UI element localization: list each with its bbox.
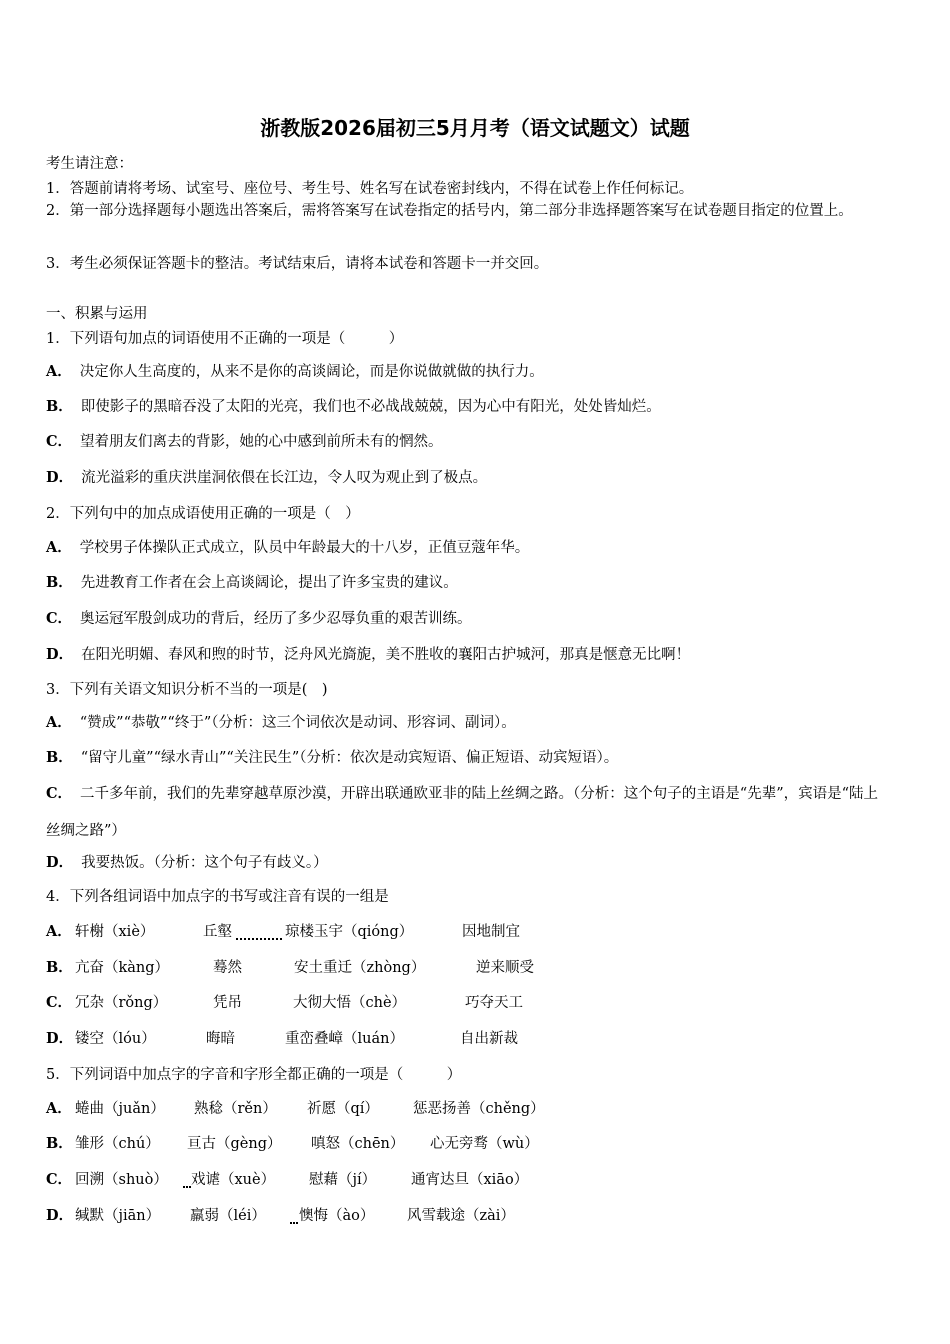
word: 亘古（gèng） <box>187 1136 282 1152</box>
word: 凭吊 <box>213 995 242 1011</box>
row-letter: D． <box>46 1207 74 1224</box>
word: 懊悔（ào） <box>299 1208 375 1224</box>
word: 风雪载途（zài） <box>407 1208 515 1224</box>
word: 大彻大悟（chè） <box>293 995 407 1011</box>
row-letter: D． <box>46 1030 74 1047</box>
word: 戏谑（xuè） <box>191 1172 276 1188</box>
word: 通宵达旦（xiāo） <box>411 1172 529 1188</box>
word: 巧夺天工 <box>465 995 523 1011</box>
word: 羸弱（léi） <box>190 1208 266 1224</box>
word: 安土重迁（zhòng） <box>294 960 426 976</box>
word: 熟稔（rěn） <box>194 1101 277 1117</box>
word: 惩恶扬善（chěng） <box>413 1101 545 1117</box>
word: 亢奋（kàng） <box>75 960 170 976</box>
option-b: B． 先进教育工作者在会上高谈阔论，提出了许多宝贵的建议。 <box>46 574 458 591</box>
option-a: A． 决定你人生高度的，从来不是你的高谈阔论，而是你说做就做的执行力。 <box>46 363 544 380</box>
notice-item: 1．答题前请将考场、试室号、座位号、考生号、姓名写在试卷密封线内，不得在试卷上作任何标记。 <box>46 181 694 197</box>
row-letter: B． <box>46 959 73 976</box>
option-c: C． 二千多年前，我们的先辈穿越草原沙漠，开辟出联通欧亚非的陆上丝绸之路。（分析：这个句子的主语是“先辈”，宾语是“陆上丝绸之路”） <box>46 785 879 839</box>
word: 因地制宜 <box>462 924 520 940</box>
dotted-underline <box>236 938 282 940</box>
word: 回溯（shuò） <box>75 1172 168 1188</box>
option-d: D． 在阳光明媚、春风和煦的时节，泛舟风光旖旎，美不胜收的襄阳古护城河，那真是惬意无比啊！ <box>46 646 691 663</box>
word: 琼楼玉宇（qióng） <box>285 924 414 940</box>
row-letter: B． <box>46 1135 73 1152</box>
word: 镂空（lóu） <box>75 1031 156 1047</box>
row-letter: A． <box>46 923 72 940</box>
notice-item: 2．第一部分选择题每小题选出答案后，需将答案写在试卷指定的括号内，第二部分非选择题答案写在试卷题目指定的位置上。 <box>46 203 853 219</box>
option-c: C． 奥运冠军殷剑成功的背后，经历了多少忍辱负重的艰苦训练。 <box>46 610 472 627</box>
word: 自出新裁 <box>460 1031 518 1047</box>
word: 轩榭（xiè） <box>75 924 155 940</box>
word: 丘壑 <box>203 924 232 940</box>
question-5-stem: 5．下列词语中加点字的字音和字形全都正确的一项是（ ） <box>46 1067 462 1083</box>
word: 冗杂（rǒng） <box>75 995 168 1011</box>
question-3-stem: 3．下列有关语文知识分析不当的一项是( ) <box>46 682 328 698</box>
word: 蓦然 <box>213 960 242 976</box>
notice-heading: 考生请注意： <box>46 156 133 172</box>
word: 蜷曲（juǎn） <box>75 1101 165 1117</box>
notice-item: 3．考生必须保证答题卡的整洁。考试结束后，请将本试卷和答题卡一并交回。 <box>46 256 549 272</box>
option-d: D． 我要热饭。（分析：这个句子有歧义。） <box>46 854 328 871</box>
word: 慰藉（jí） <box>309 1172 377 1188</box>
row-letter: C． <box>46 1171 73 1188</box>
row-letter: C． <box>46 994 73 1011</box>
option-a: A． 学校男子体操队正式成立，队员中年龄最大的十八岁，正值豆蔻年华。 <box>46 539 530 556</box>
word: 晦暗 <box>206 1031 235 1047</box>
option-c: C． 望着朋友们离去的背影，她的心中感到前所未有的惘然。 <box>46 433 443 450</box>
option-d: D． 流光溢彩的重庆洪崖洞依偎在长江边，令人叹为观止到了极点。 <box>46 469 488 486</box>
word: 缄默（jiān） <box>75 1208 161 1224</box>
word: 逆来顺受 <box>476 960 534 976</box>
question-1-stem: 1．下列语句加点的词语使用不正确的一项是（ ） <box>46 331 404 347</box>
option-b: B． 即使影子的黑暗吞没了太阳的光亮，我们也不必战战兢兢，因为心中有阳光，处处皆灿烂。 <box>46 398 661 415</box>
row-letter: A． <box>46 1100 72 1117</box>
page-title: 浙教版2026届初三5月月考（语文试题文）试题 <box>260 116 690 140</box>
option-a: A． “赞成”“恭敬”“终于”（分析：这三个词依次是动词、形容词、副词）。 <box>46 714 516 731</box>
word: 心无旁骛（wù） <box>430 1136 539 1152</box>
dotted-underline <box>290 1222 298 1224</box>
word: 嗔怒（chēn） <box>311 1136 405 1152</box>
question-4-stem: 4．下列各组词语中加点字的书写或注音有误的一组是 <box>46 889 389 905</box>
question-2-stem: 2．下列句中的加点成语使用正确的一项是（ ） <box>46 506 360 522</box>
option-b: B． “留守儿童”“绿水青山”“关注民生”（分析：依次是动宾短语、偏正短语、动宾短语）。 <box>46 749 619 766</box>
word: 雏形（chú） <box>75 1136 160 1152</box>
dotted-underline <box>183 1186 191 1188</box>
word: 祈愿（qí） <box>307 1101 379 1117</box>
word: 重峦叠嶂（luán） <box>285 1031 404 1047</box>
section-heading: 一、积累与运用 <box>46 306 148 322</box>
